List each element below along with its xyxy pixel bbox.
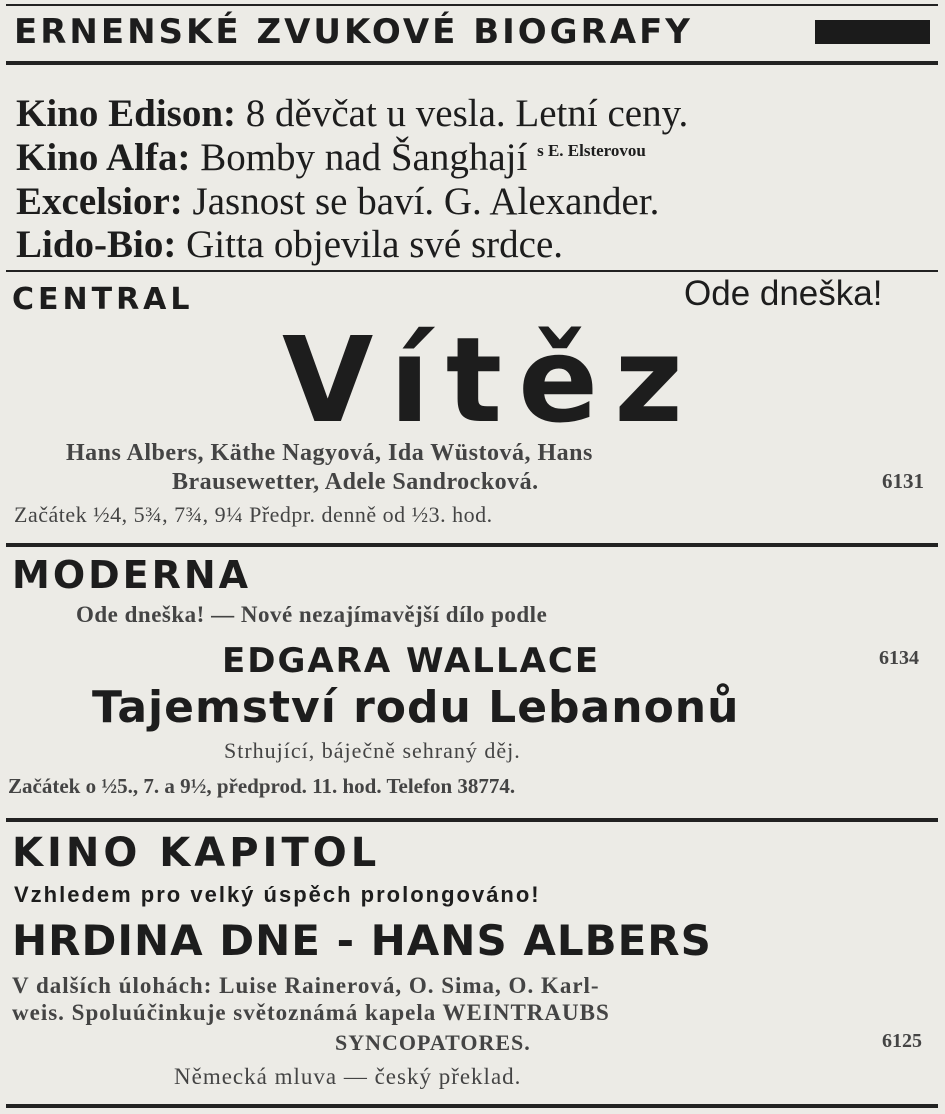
listing-excelsior-cinema: Excelsior: (16, 180, 183, 223)
central-schedule: Začátek ½4, 5¾, 7¾, 9¼ Předpr. denně od ½3. hod. (14, 502, 493, 527)
listings-rule (6, 270, 938, 272)
moderna-rule (6, 818, 938, 822)
listing-excelsior-text: Jasnost se baví. G. Alexander. (192, 180, 660, 223)
central-rule (6, 543, 938, 547)
kapitol-name: KINO KAPITOL (12, 830, 381, 876)
moderna-intro: Ode dneška! — Nové nezajímavější dílo podle (76, 602, 548, 627)
top-rule (6, 4, 938, 6)
kapitol-cast-line2: weis. Spoluúčinkuje světoznámá kapela WEINTRAUBS (12, 1000, 610, 1025)
kapitol-footer: Německá mluva — český překlad. (174, 1064, 522, 1089)
moderna-author: EDGARA WALLACE (222, 641, 601, 681)
moderna-film-title: Tajemství rodu Lebanonů (92, 682, 740, 733)
listing-alfa (16, 135, 646, 180)
header-title: ERNENSKÉ ZVUKOVÉ BIOGRAFY (14, 12, 693, 52)
listing-edison-text: 8 děvčat u vesla. Letní ceny. (245, 92, 689, 135)
central-tagline: Ode dneška! (684, 274, 883, 313)
moderna-name: MODERNA (12, 553, 252, 597)
kapitol-cast-line3: SYNCOPATORES. (335, 1030, 531, 1055)
moderna-schedule: Začátek o ½5., 7. a 9½, předprod. 11. hod. Telefon 38774. (8, 774, 516, 798)
listing-excelsior (16, 179, 659, 224)
bottom-rule (6, 1104, 938, 1108)
listing-lido-cinema: Lido-Bio: (16, 223, 177, 266)
central-code: 6131 (882, 469, 924, 493)
listing-lido (16, 222, 563, 267)
central-cast-line2: Brausewetter, Adele Sandrocková. (172, 469, 539, 495)
central-film-title: Vítěz (282, 311, 699, 449)
listing-alfa-text: Bomby nad Šanghají (200, 136, 528, 179)
listing-alfa-cinema: Kino Alfa: (16, 136, 191, 179)
listing-edison (16, 91, 688, 136)
moderna-code: 6134 (879, 647, 919, 669)
header-logo-bar (815, 20, 930, 44)
moderna-desc: Strhující, báječně sehraný děj. (224, 738, 521, 763)
central-name: CENTRAL (12, 282, 194, 317)
kapitol-line: Vzhledem pro velký úspěch prolongováno! (14, 882, 541, 907)
kapitol-code: 6125 (882, 1030, 922, 1052)
header-rule (6, 61, 938, 65)
listing-edison-cinema: Kino Edison: (16, 92, 237, 135)
kapitol-film-title: HRDINA DNE - HANS ALBERS (12, 916, 712, 965)
listing-alfa-note: s E. Elsterovou (537, 141, 646, 160)
listing-lido-text: Gitta objevila své srdce. (186, 223, 564, 266)
kapitol-cast-line1: V dalších úlohách: Luise Rainerová, O. Sima, O. Karl- (12, 973, 600, 998)
central-cast-line1: Hans Albers, Käthe Nagyová, Ida Wüstová, Hans (66, 440, 593, 466)
